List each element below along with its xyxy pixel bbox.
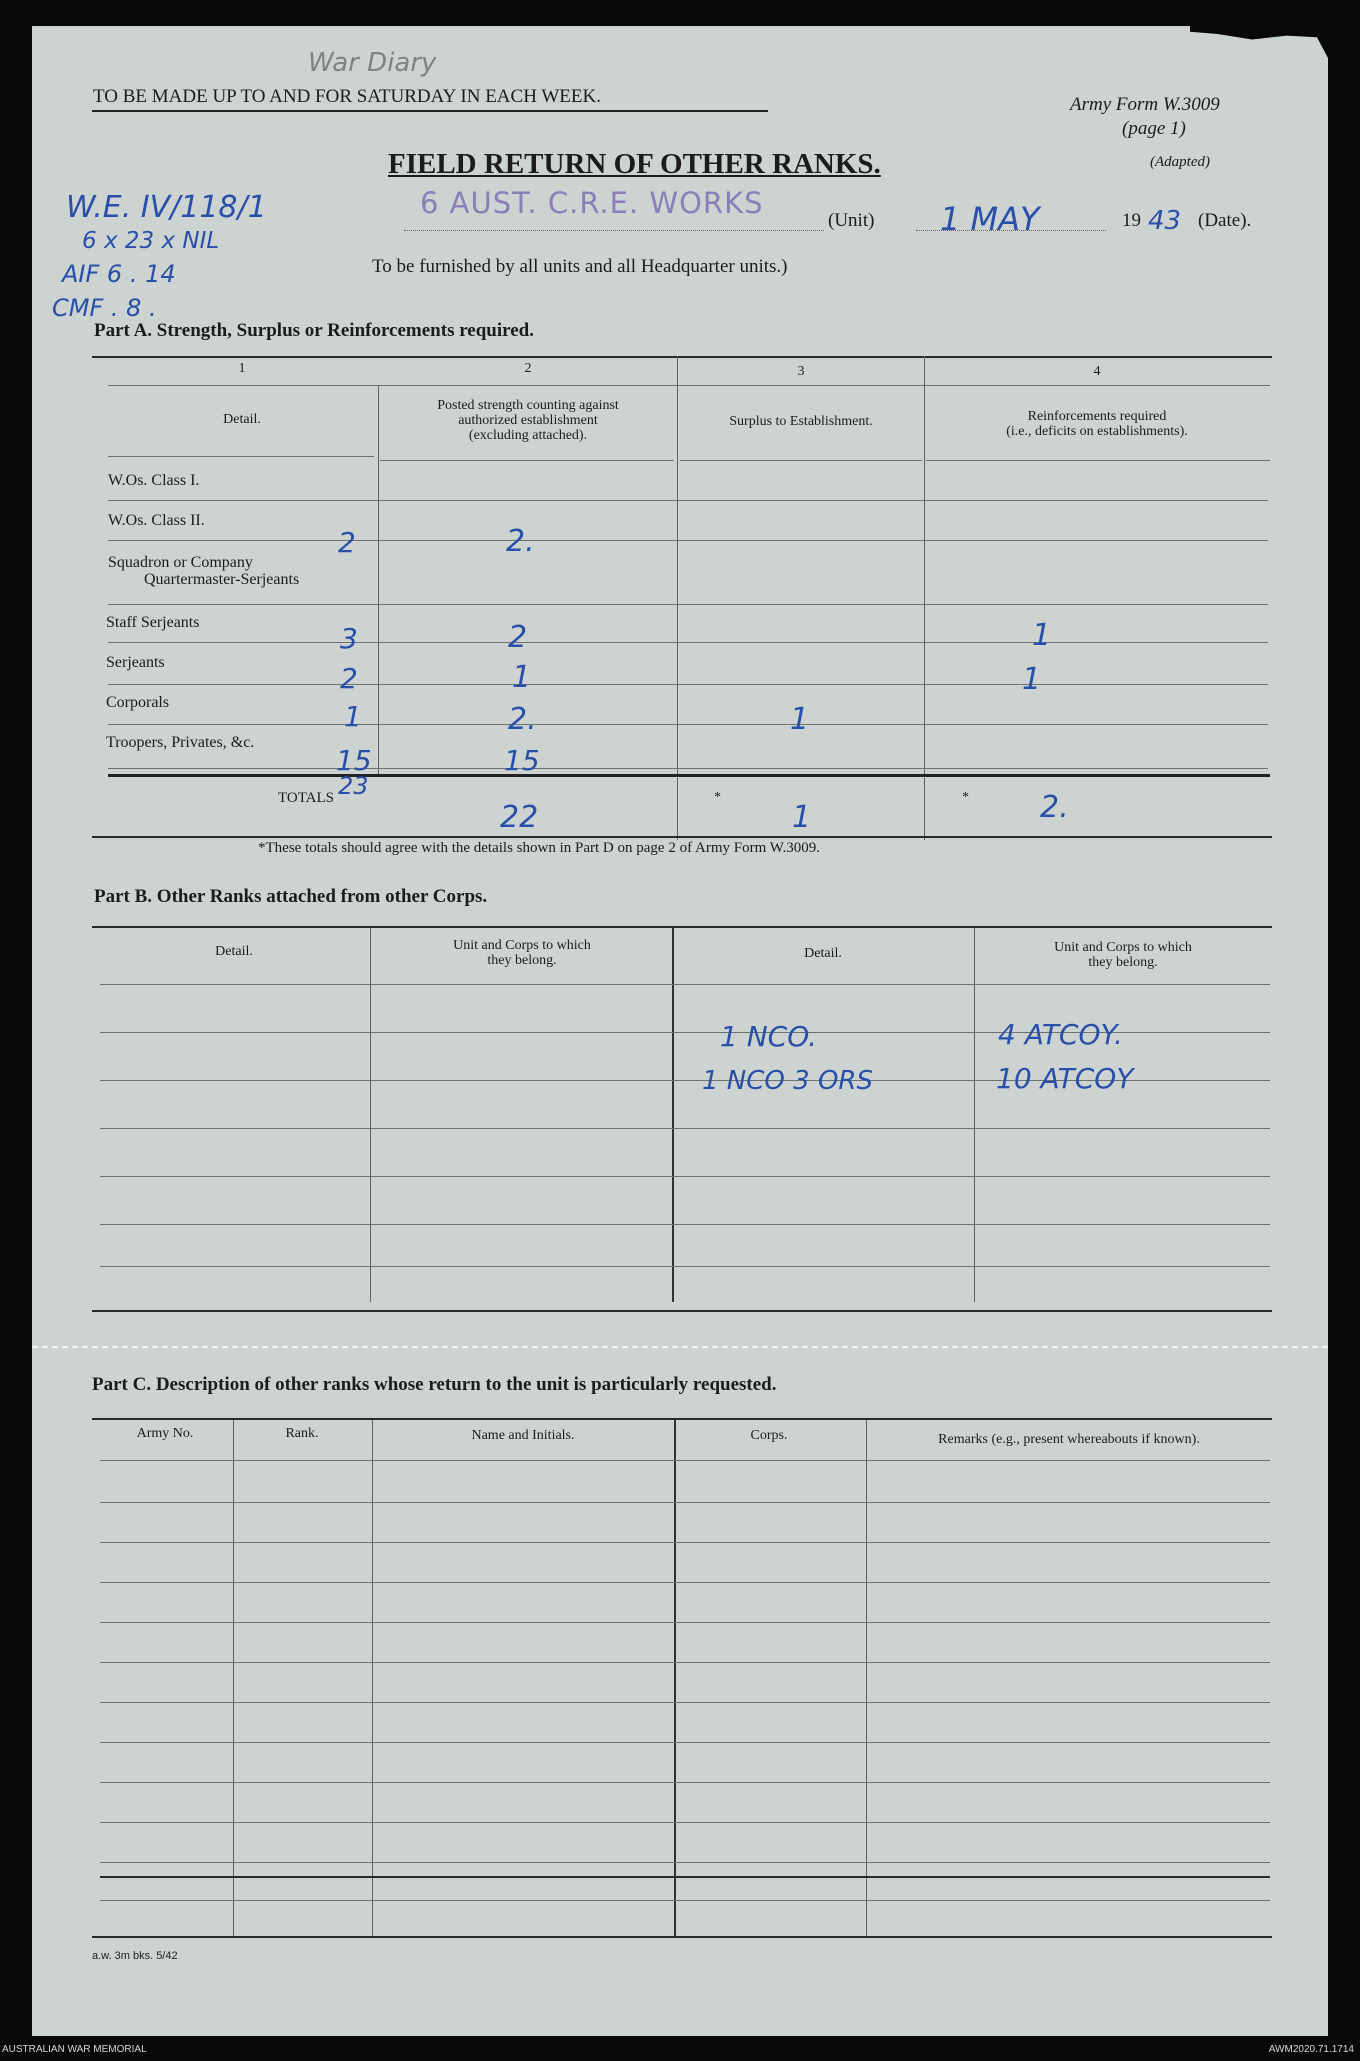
reinf-serjeants: 1 [1022, 662, 1042, 697]
part-c-bottom-rule [92, 1936, 1272, 1938]
row-rule [108, 604, 1268, 605]
part-c-header-remarks: Remarks (e.g., present whereabouts if known). [938, 1432, 1200, 1447]
posted-serjeants: 1 [512, 660, 532, 695]
part-c-header-corps: Corps. [750, 1428, 788, 1443]
part-a-vline-1 [378, 386, 379, 774]
header-detail: Detail. [223, 412, 261, 427]
part-c-header-army-no: Army No. [136, 1426, 194, 1441]
row-rule [108, 724, 1268, 725]
part-a-heading: Part A. Strength, Surplus or Reinforcements required. [94, 320, 534, 341]
year-suffix: 43 [1148, 206, 1182, 236]
print-code: a.w. 3m bks. 5/42 [92, 1950, 178, 1962]
part-b-top-rule [92, 926, 1272, 928]
part-a-bottom-rule [92, 836, 1272, 838]
totals-asterisk-surplus: * [714, 790, 721, 805]
part-a-header-rule-1 [108, 456, 374, 457]
header-surplus: Surplus to Establishment. [729, 414, 873, 429]
posted-troopers: 15 [504, 744, 540, 777]
part-c-double-rule [100, 1876, 1270, 1878]
part-c-row-rule [100, 1622, 1270, 1623]
row-detail-staff-serjeants: Staff Serjeants [106, 614, 200, 631]
part-c-row-rule [100, 1782, 1270, 1783]
part-c-row-rule [100, 1582, 1270, 1583]
row-rule [108, 540, 1268, 541]
part-b-row-rule [100, 1176, 1270, 1177]
part-c-vline-1 [233, 1420, 234, 1936]
part-c-header-rank: Rank. [285, 1426, 319, 1441]
part-b-row-rule [100, 984, 1270, 985]
part-a-col-number-4: 4 [1093, 364, 1101, 379]
part-b-entry-2-detail: 1 NCO 3 ORS [702, 1066, 873, 1096]
reinf-staff-serjeants: 1 [1032, 618, 1052, 653]
unit-stamp: 6 AUST. C.R.E. WORKS [420, 186, 764, 220]
part-b-entry-1-detail: 1 NCO. [720, 1020, 818, 1053]
part-b-entry-1-unit: 4 ATCOY. [998, 1018, 1123, 1051]
top-note: TO BE MADE UP TO AND FOR SATURDAY IN EACH WEEK. [93, 86, 601, 107]
part-b-bottom-rule [92, 1310, 1272, 1312]
part-c-heading: Part C. Description of other ranks whose return to the unit is particularly requested. [92, 1374, 777, 1395]
part-b-header-detail-left: Detail. [215, 944, 253, 959]
furnish-note: To be furnished by all units and all Headquarter units.) [372, 256, 788, 277]
est-cqms: 2 [338, 526, 356, 559]
part-a-footnote: *These totals should agree with the details shown in Part D on page 2 of Army Form W.3009. [258, 840, 821, 856]
row-detail-wo-class-2: W.Os. Class II. [108, 512, 205, 529]
row-detail-corporals: Corporals [106, 694, 170, 711]
totals-label: TOTALS [278, 790, 335, 806]
est-serjeants: 2 [340, 662, 358, 695]
part-c-row-rule [100, 1742, 1270, 1743]
war-diary-note: War Diary [308, 48, 437, 78]
row-detail-cqms: Squadron or Company Quartermaster-Serjeants [108, 554, 300, 588]
row-rule [108, 500, 1268, 501]
margin-note-4: CMF . 8 . [52, 294, 157, 322]
est-corporals: 1 [344, 700, 362, 733]
date-label: (Date). [1198, 210, 1252, 231]
torn-corner [1190, 26, 1328, 58]
unit-label: (Unit) [828, 210, 875, 231]
posted-staff-serjeants: 2 [508, 620, 528, 655]
totals-asterisk-reinf: * [962, 790, 969, 805]
part-c-row-rule [100, 1542, 1270, 1543]
part-b-row-rule [100, 1266, 1270, 1267]
total-surplus: 1 [792, 800, 812, 835]
row-rule [108, 684, 1268, 685]
row-detail-serjeants: Serjeants [106, 654, 165, 671]
part-c-row-rule [100, 1502, 1270, 1503]
posted-corporals: 2. [508, 702, 537, 737]
part-a-col-number-2: 2 [524, 361, 532, 376]
part-c-row-rule [100, 1862, 1270, 1863]
top-note-underline [92, 110, 768, 112]
row-detail-wo-class-1: W.Os. Class I. [108, 472, 200, 489]
margin-note-1: W.E. IV/118/1 [66, 190, 267, 225]
part-c-row-rule [100, 1702, 1270, 1703]
total-reinf: 2. [1040, 790, 1069, 825]
total-posted: 22 [500, 800, 539, 835]
part-a-col-number-3: 3 [797, 364, 805, 379]
footer-accession: AWM2020.71.1714 [1268, 2044, 1354, 2055]
part-c-vline-2 [372, 1420, 373, 1936]
part-c-row-rule [100, 1822, 1270, 1823]
part-c-row-rule [100, 1662, 1270, 1663]
unit-dotted-line [404, 230, 824, 231]
part-a-header-rule-4 [926, 460, 1270, 461]
surplus-corporals: 1 [790, 702, 810, 737]
posted-cqms: 2. [506, 524, 535, 559]
part-b-row-rule [100, 1128, 1270, 1129]
part-c-top-rule [92, 1418, 1272, 1420]
date-dotted-line [916, 230, 1106, 231]
part-b-entry-2-unit: 10 ATCOY [996, 1062, 1134, 1095]
part-a-header-rule-2 [380, 460, 674, 461]
footer-institution: AUSTRALIAN WAR MEMORIAL [2, 2044, 147, 2055]
header-posted: Posted strength counting against authorized establishment (excluding attached). [437, 398, 619, 443]
part-c-vline-4 [866, 1420, 867, 1936]
adapted-label: (Adapted) [1150, 154, 1210, 170]
part-a-top-rule [92, 356, 1272, 358]
part-b-header-unit-right: Unit and Corps to which they belong. [1054, 940, 1192, 970]
part-a-header-rule-3 [680, 460, 922, 461]
margin-note-3: AIF 6 . 14 [62, 260, 176, 288]
part-a-number-rule [108, 385, 1270, 386]
form-title: FIELD RETURN OF OTHER RANKS. [388, 148, 881, 180]
part-a-col-number-1: 1 [238, 361, 246, 376]
part-c-vline-3 [674, 1420, 676, 1936]
row-rule [108, 642, 1268, 643]
est-staff-serjeants: 3 [340, 622, 358, 655]
row-rule [108, 768, 1268, 769]
part-c-row-rule [100, 1460, 1270, 1461]
part-c-row-rule [100, 1900, 1270, 1901]
est-total: 23 [338, 772, 369, 800]
part-b-header-detail-right: Detail. [804, 946, 842, 961]
page-label: (page 1) [1122, 118, 1186, 139]
year-prefix: 19 [1122, 210, 1141, 231]
form-name: Army Form W.3009 [1070, 94, 1220, 115]
date-handwritten: 1 MAY [940, 200, 1040, 238]
part-c-header-name: Name and Initials. [471, 1428, 575, 1443]
totals-rule [108, 774, 1270, 777]
header-reinforcements: Reinforcements required (i.e., deficits on establishments). [1006, 409, 1188, 439]
part-b-heading: Part B. Other Ranks attached from other Corps. [94, 886, 488, 907]
part-b-row-rule [100, 1224, 1270, 1225]
est-troopers: 15 [336, 744, 372, 777]
row-detail-troopers: Troopers, Privates, &c. [106, 734, 255, 751]
margin-note-2: 6 x 23 x NIL [82, 228, 220, 254]
perforation-line [32, 1346, 1328, 1348]
part-b-header-unit-left: Unit and Corps to which they belong. [453, 938, 591, 968]
